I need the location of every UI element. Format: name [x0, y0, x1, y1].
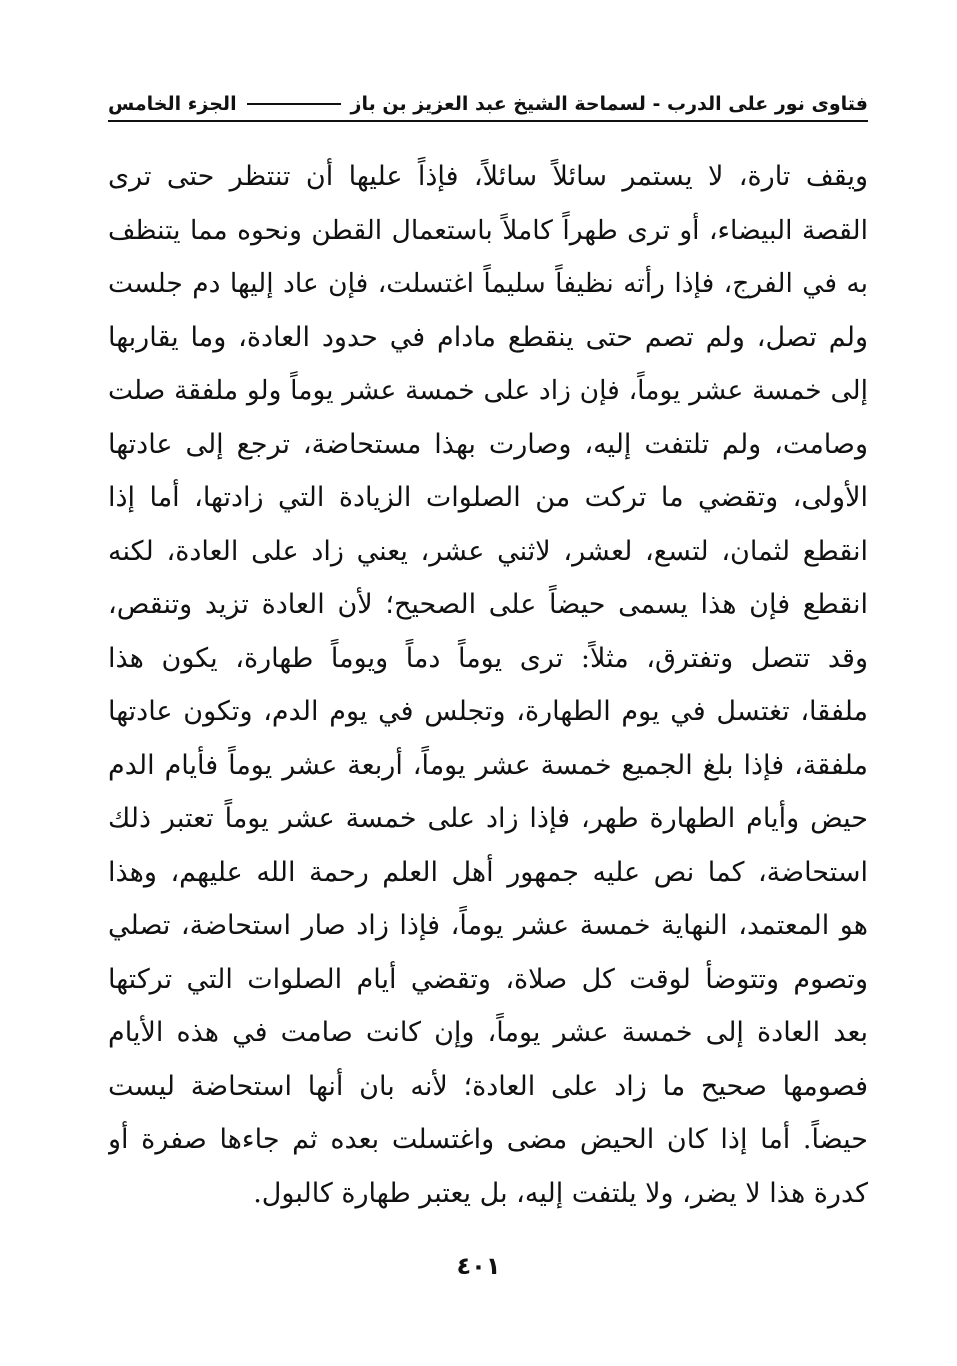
page-number: ٤٠١ — [456, 1252, 501, 1280]
text-line: ويقف تارة، لا يستمر سائلاً سائلاً، فإذاً عليها أن تنتظر حتى ترى — [108, 161, 868, 192]
header-separator-line — [247, 103, 341, 105]
text-line: القصة البيضاء، أو ترى طهراً كاملاً باستعمال القطن ونحوه مما يتنظف — [108, 214, 868, 246]
text-line-last: كدرة هذا لا يضر، ولا يلتفت إليه، بل يعتبر طهارة كالبول. — [253, 1177, 868, 1209]
running-header — [108, 88, 868, 122]
text-line: به في الفرج، فإذا رأته نظيفاً سليماً اغتسلت، فإن عاد إليها دم جلست — [108, 268, 868, 299]
text-line: حيض وأيام الطهارة طهر، فإذا زاد على خمسة عشر يوماً تعتبر ذلك — [108, 803, 868, 834]
body-text — [108, 150, 868, 1220]
text-line: ولم تصل، ولم تصم حتى ينقطع مادام في حدود العادة، وما يقاربها — [108, 321, 868, 353]
volume-label: الجزء الخامس — [108, 93, 237, 115]
text-line: وقد تتصل وتفترق، مثلاً: ترى يوماً دماً ويوماً طهارة، يكون هذا — [108, 642, 868, 674]
text-line: انقطع فإن هذا يسمى حيضاً على الصحيح؛ لأن العادة تزيد وتنقص، — [108, 589, 868, 620]
text-line: وتصوم وتتوضأ لوقت كل صلاة، وتقضي أيام الصلوات التي تركتها — [108, 963, 868, 995]
text-line: حيضاً. أما إذا كان الحيض مضى واغتسلت بعده ثم جاءها صفرة أو — [108, 1124, 868, 1155]
text-line: بعد العادة إلى خمسة عشر يوماً، وإن كانت صامت في هذه الأيام — [108, 1017, 868, 1048]
text-line: ملفقا، تغتسل في يوم الطهارة، وتجلس في يوم الدم، وتكون عادتها — [108, 696, 868, 727]
book-title: فتاوى نور على الدرب - لسماحة الشيخ عبد العزيز بن باز — [350, 93, 868, 115]
text-line: فصومها صحيح ما زاد على العادة؛ لأنه بان أنها استحاضة ليست — [108, 1070, 868, 1102]
text-line: الأولى، وتقضي ما تركت من الصلوات الزيادة التي زادتها، أما إذا — [108, 482, 868, 513]
text-line: وصامت، ولم تلتفت إليه، وصارت بهذا مستحاضة، ترجع إلى عادتها — [108, 428, 868, 460]
text-line: إلى خمسة عشر يوماً، فإن زاد على خمسة عشر يوماً ولو ملفقة صلت — [108, 375, 868, 406]
text-line: ملفقة، فإذا بلغ الجميع خمسة عشر يوماً، أربعة عشر يوماً فأيام الدم — [108, 749, 868, 781]
text-line: استحاضة، كما نص عليه جمهور أهل العلم رحمة الله عليهم، وهذا — [108, 856, 868, 888]
text-line: هو المعتمد، النهاية خمسة عشر يوماً، فإذا زاد صار استحاضة، تصلي — [108, 910, 868, 941]
text-line: انقطع لثمان، لتسع، لعشر، لاثني عشر، يعني زاد على العادة، لكنه — [108, 535, 868, 567]
